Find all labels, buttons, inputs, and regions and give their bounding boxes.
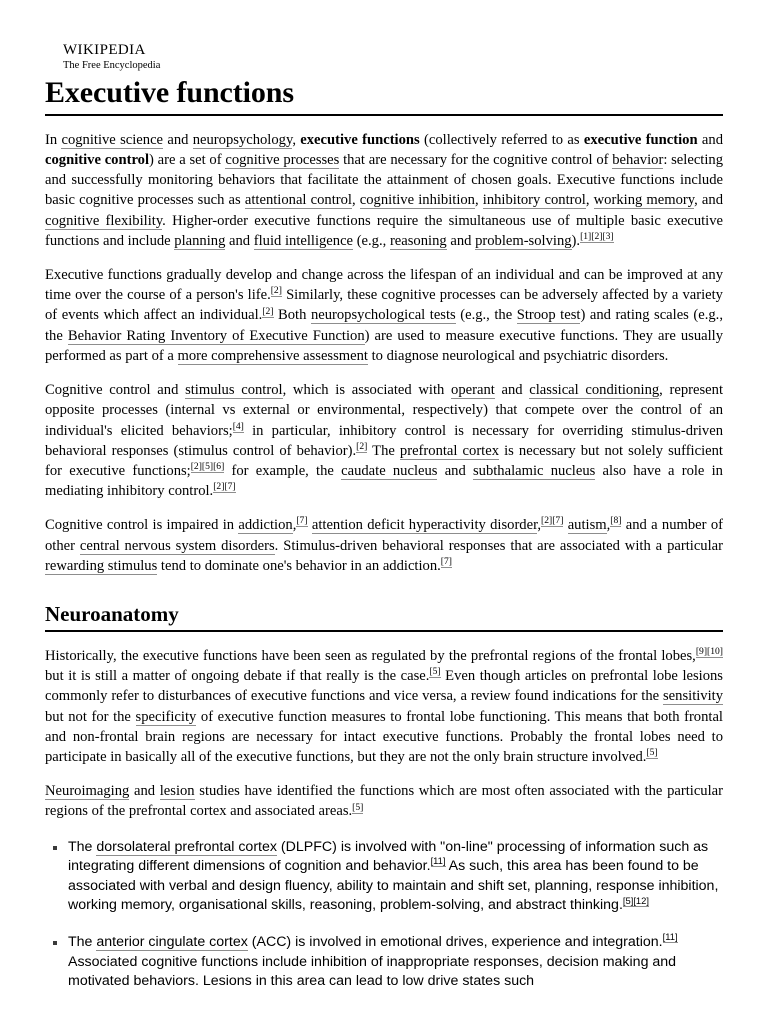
wiki-link[interactable]: reasoning xyxy=(389,232,447,249)
reference-marker[interactable] xyxy=(623,895,649,907)
reference-link[interactable]: [10] xyxy=(707,646,723,658)
reference-link[interactable]: [7] xyxy=(552,515,564,527)
reference-marker[interactable] xyxy=(431,855,446,867)
reference-link[interactable]: [9] xyxy=(695,646,708,658)
wiki-link[interactable]: prefrontal cortex xyxy=(399,442,500,459)
wiki-link[interactable]: caudate nucleus xyxy=(341,462,438,479)
brain-region-list xyxy=(45,838,723,992)
reference-marker[interactable] xyxy=(441,556,452,568)
reference-link[interactable]: [1] xyxy=(580,230,592,242)
paragraph: Neuroimaging and lesion studies have identified the functions which are most often associated with the particular regions of the prefrontal cortex and associated areas.[5] xyxy=(45,783,723,820)
wiki-link[interactable]: Stroop test xyxy=(516,307,581,324)
wiki-link[interactable]: lesion xyxy=(159,783,195,800)
paragraph: Cognitive control and stimulus control, which is associated with operant and classical conditioning, represent opposite processes (internal vs external or environmental, respectively) that compete over the control of an individual's elicited behaviors;[4] in particular, inhibitory control is necessary for overriding stimulus-driven behavioral responses (stimulus control of behavior).[2] The prefrontal cortex is necessary but not solely sufficient for executive functions;[2][5][6] for example, the caudate nucleus and subthalamic nucleus also have a role in mediating inhibitory control.[2][7] xyxy=(45,382,723,500)
reference-marker[interactable] xyxy=(213,481,235,493)
reference-marker[interactable] xyxy=(262,306,273,318)
reference-link[interactable]: [2] xyxy=(213,481,225,493)
reference-link[interactable]: [5] xyxy=(622,894,634,906)
wiki-link[interactable]: problem-solving xyxy=(475,232,572,249)
wiki-link[interactable]: fluid intelligence xyxy=(253,232,354,249)
wiki-link[interactable]: autism xyxy=(567,517,607,534)
paragraph: In cognitive science and neuropsychology, executive functions (collectively referred to as executive function and cognitive control) are a set of cognitive processes that are necessary for the cognitive control of behavior: selecting and successfully monitoring behaviors that facilitate the attainment of chosen goals. Executive functions include basic cognitive processes such as attentional control, cognitive inhibition, inhibitory control, working memory, and cognitive flexibility. Higher-order executive functions require the simultaneous use of multiple basic executive functions and include planning and fluid intelligence (e.g., reasoning and problem-solving).[1][2][3] xyxy=(45,131,724,249)
wiki-link[interactable]: Neuroimaging xyxy=(45,783,130,800)
reference-marker[interactable] xyxy=(296,515,307,527)
reference-link[interactable]: [12] xyxy=(633,894,649,906)
reference-link[interactable]: [11] xyxy=(662,931,678,943)
reference-link[interactable]: [2] xyxy=(190,460,202,472)
wiki-link[interactable]: rewarding stimulus xyxy=(45,557,158,574)
wiki-link[interactable]: cognitive processes xyxy=(225,152,340,169)
wiki-link[interactable]: neuropsychological tests xyxy=(310,307,456,324)
wiki-link[interactable]: planning xyxy=(174,232,226,249)
reference-link[interactable]: [3] xyxy=(602,230,614,242)
reference-link[interactable]: [11] xyxy=(430,855,446,867)
wiki-link[interactable]: central nervous system disorders xyxy=(79,537,275,554)
wiki-link[interactable]: addiction xyxy=(238,517,293,534)
reference-link[interactable]: [5] xyxy=(429,666,441,678)
wiki-link[interactable]: anterior cingulate cortex xyxy=(96,934,248,951)
reference-marker[interactable] xyxy=(646,747,657,759)
lead-section xyxy=(45,130,723,576)
paragraph: Cognitive control is impaired in addiction,[7] attention deficit hyperactivity disorder,[2][7] autism,[8] and a number of other central nervous system disorders. Stimulus-driven behavioral responses that are associated with a particular rewarding stimulus tend to dominate one's behavior in an addiction.[7] xyxy=(45,515,723,574)
reference-link[interactable]: [5] xyxy=(201,460,214,472)
wiki-link[interactable]: stimulus control xyxy=(185,382,283,399)
section-neuroanatomy xyxy=(45,602,723,992)
section-heading: Neuroanatomy xyxy=(45,602,723,632)
wiki-link[interactable]: dorsolateral prefrontal cortex xyxy=(96,838,277,855)
wiki-link[interactable]: neuropsychology xyxy=(192,131,293,148)
bold-term: executive function xyxy=(583,131,698,148)
wiki-link[interactable]: classical conditioning xyxy=(529,382,660,399)
reference-marker[interactable] xyxy=(233,421,244,433)
reference-marker[interactable] xyxy=(191,461,225,473)
reference-link[interactable]: [5] xyxy=(646,747,658,759)
wiki-link[interactable]: subthalamic nucleus xyxy=(472,462,596,479)
reference-link[interactable]: [8] xyxy=(610,515,622,527)
bold-term: cognitive control xyxy=(45,152,150,169)
bold-term: executive functions xyxy=(300,131,420,148)
wiki-link[interactable]: attentional control xyxy=(244,192,352,209)
wiki-link[interactable]: behavior xyxy=(612,152,664,169)
reference-link[interactable]: [2] xyxy=(262,305,274,317)
reference-marker[interactable] xyxy=(429,666,440,678)
wikipedia-tagline: The Free Encyclopedia xyxy=(63,59,161,71)
wiki-link[interactable]: inhibitory control xyxy=(482,192,586,209)
reference-link[interactable]: [2] xyxy=(541,515,553,527)
wiki-link[interactable]: cognitive science xyxy=(61,131,164,148)
reference-marker[interactable] xyxy=(663,931,678,943)
reference-link[interactable]: [7] xyxy=(440,555,452,567)
wiki-link[interactable]: cognitive flexibility xyxy=(45,212,163,229)
reference-link[interactable]: [4] xyxy=(232,420,244,432)
reference-marker[interactable] xyxy=(610,515,621,527)
wiki-link[interactable]: working memory xyxy=(593,192,695,209)
wiki-link[interactable]: Behavior Rating Inventory of Executive Function xyxy=(67,327,365,344)
wiki-link[interactable]: more comprehensive assessment xyxy=(177,347,368,364)
wiki-link[interactable]: cognitive inhibition xyxy=(359,192,475,209)
reference-marker[interactable] xyxy=(580,231,614,243)
reference-marker[interactable] xyxy=(356,441,367,453)
reference-marker[interactable] xyxy=(541,515,563,527)
list-item: The dorsolateral prefrontal cortex (DLPFC) is involved with "on-line" processing of information such as integrating different dimensions of cognition and behavior.[11] As such, this area has been found to be associated with verbal and design fluency, ability to maintain and shift set, planning, response inhibition, working memory, organisational skills, reasoning, problem-solving, and abstract thinking.[5][12] xyxy=(45,838,723,916)
article-content xyxy=(45,36,723,1009)
wiki-link[interactable]: operant xyxy=(451,382,495,399)
reference-link[interactable]: [5] xyxy=(352,801,364,813)
reference-link[interactable]: [7] xyxy=(224,481,236,493)
paragraph: Executive functions gradually develop and change across the lifespan of an individual and can be improved at any time over the course of a person's life.[2] Similarly, these cognitive processes can be adversely affected by a variety of events which affect an individual.[2] Both neuropsychological tests (e.g., the Stroop test) and rating scales (e.g., the Behavior Rating Inventory of Executive Function) are used to measure executive functions. They are usually performed as part of a more comprehensive assessment to diagnose neurological and psychiatric disorders. xyxy=(45,267,723,364)
wikipedia-wordmark: wikipedia xyxy=(63,35,146,59)
reference-marker[interactable] xyxy=(271,285,282,297)
reference-marker[interactable] xyxy=(696,646,723,658)
wiki-link[interactable]: specificity xyxy=(135,708,197,725)
reference-link[interactable]: [2] xyxy=(270,285,282,297)
list-item: The anterior cingulate cortex (ACC) is involved in emotional drives, experience and integration.[11] Associated cognitive functions include inhibition of inappropriate responses, decision making and motivated behaviors. Lesions in this area can lead to low drive states such xyxy=(45,933,723,992)
reference-link[interactable]: [7] xyxy=(296,515,308,527)
wikipedia-logo xyxy=(63,36,723,72)
paragraph: Historically, the executive functions have been seen as regulated by the prefrontal regions of the frontal lobes,[9][10] but it is still a matter of ongoing debate if that really is the case.[5] Even though articles on prefrontal lobe lesions commonly refer to disturbances of executive functions and vice versa, a review found indications for the sensitivity but not for the specificity of executive function measures to frontal lobe functioning. This means that both frontal and non-frontal brain regions are necessary for intact executive functions. Probably the frontal lobes need to participate in basically all of the executive functions, but they are not the only brain structure involved.[5] xyxy=(45,646,723,766)
reference-marker[interactable] xyxy=(352,802,363,814)
reference-link[interactable]: [2] xyxy=(356,440,368,452)
wiki-link[interactable]: sensitivity xyxy=(663,688,723,705)
reference-link[interactable]: [6] xyxy=(213,460,225,472)
reference-link[interactable]: [2] xyxy=(591,230,603,242)
wiki-link[interactable]: attention deficit hyperactivity disorder xyxy=(311,517,538,534)
page-title: Executive functions xyxy=(45,76,723,116)
